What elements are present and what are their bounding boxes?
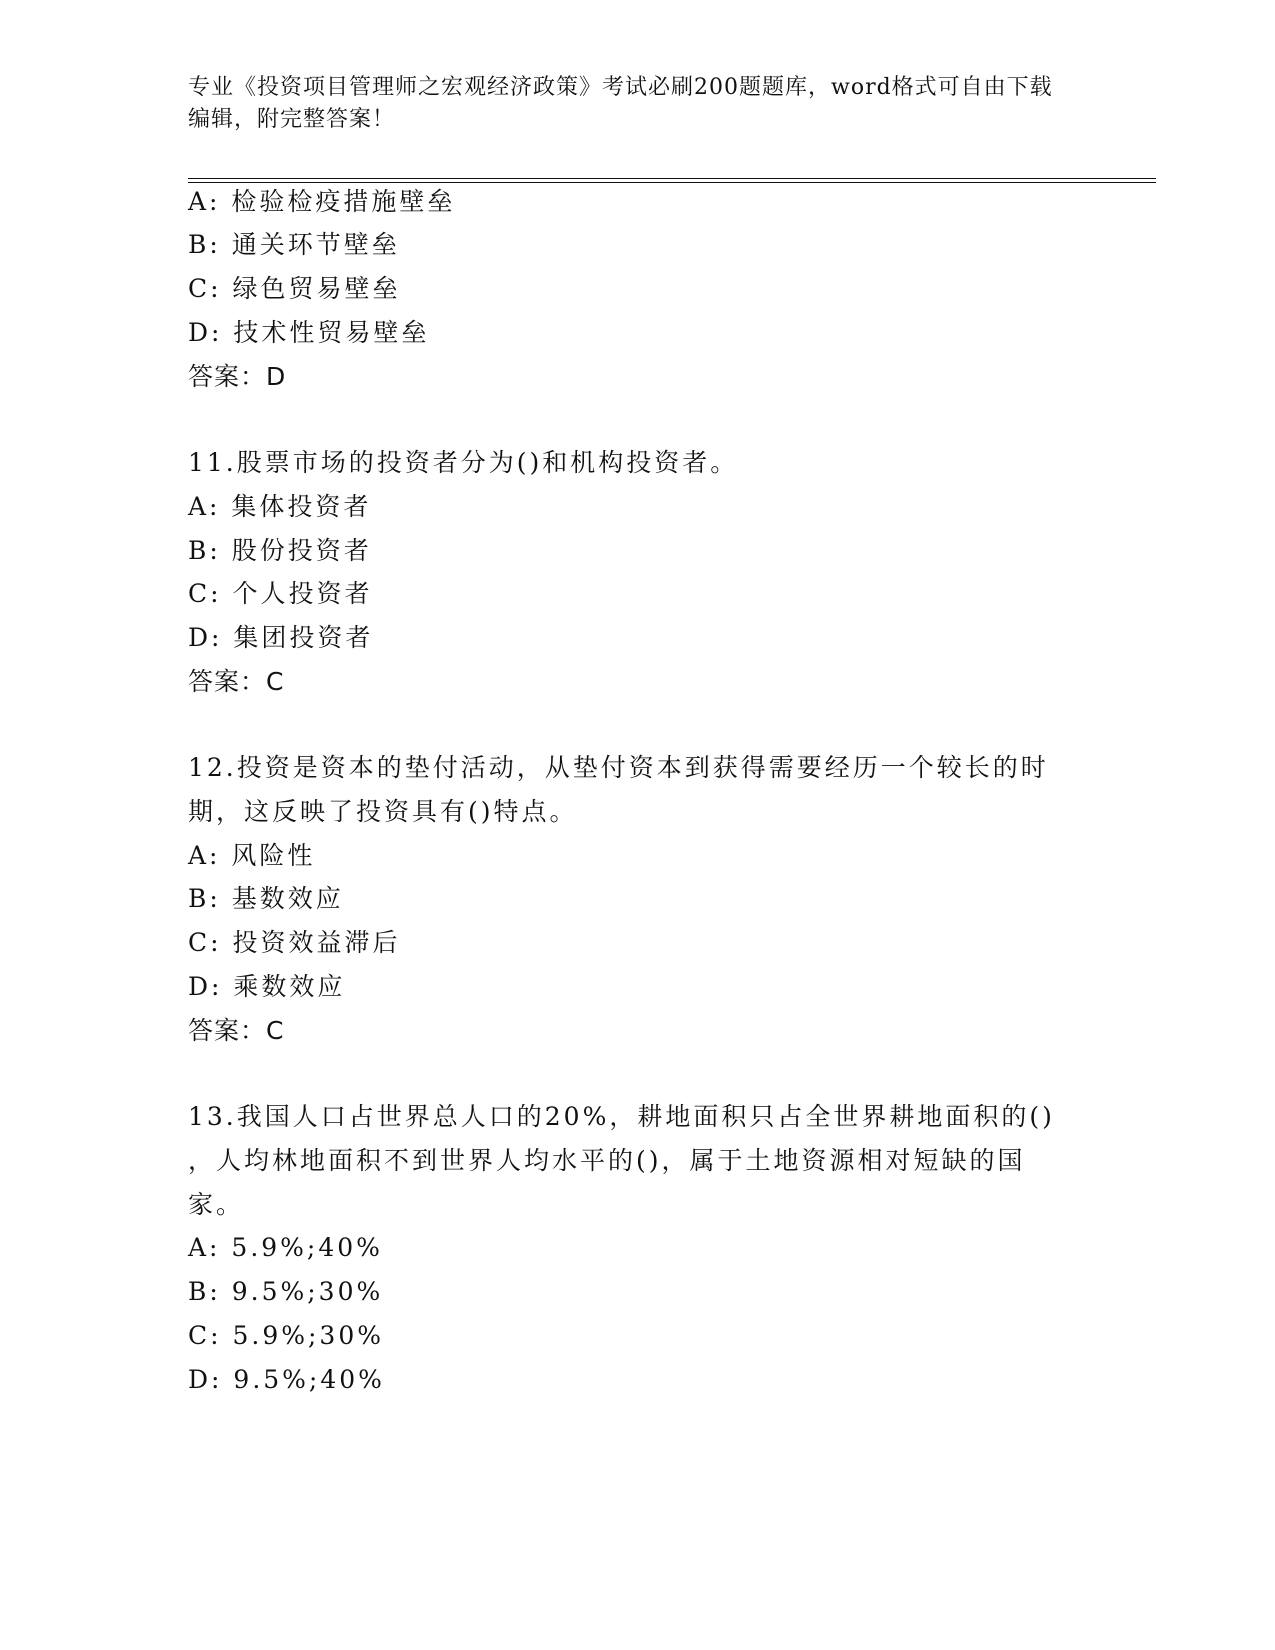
q11-answer: 答案：C bbox=[188, 667, 285, 696]
q10-answer: 答案：D bbox=[188, 362, 287, 391]
q11-stem: 11.股票市场的投资者分为()和机构投资者。 bbox=[188, 448, 739, 477]
q12-stem-line-1: 12.投资是资本的垫付活动，从垫付资本到获得需要经历一个较长的时 bbox=[188, 753, 1049, 782]
q12-option-d: D: 乘数效应 bbox=[188, 972, 346, 1001]
q12-option-c: C: 投资效益滞后 bbox=[188, 928, 401, 957]
q12-stem-line-2: 期，这反映了投资具有()特点。 bbox=[188, 797, 578, 826]
q13-option-b: B: 9.5%;30% bbox=[188, 1277, 384, 1306]
q12-option-a: A: 风险性 bbox=[188, 841, 316, 870]
header-rule-top bbox=[188, 178, 1156, 179]
q10-option-c: C: 绿色贸易壁垒 bbox=[188, 274, 401, 303]
q13-option-c: C: 5.9%;30% bbox=[188, 1321, 385, 1350]
q11-option-a: A: 集体投资者 bbox=[188, 492, 372, 521]
q12-option-b: B: 基数效应 bbox=[188, 884, 344, 913]
q13-option-a: A: 5.9%;40% bbox=[188, 1233, 383, 1262]
q13-stem-line-1: 13.我国人口占世界总人口的20%，耕地面积只占全世界耕地面积的() bbox=[188, 1102, 1055, 1131]
q13-option-d: D: 9.5%;40% bbox=[188, 1365, 385, 1394]
q11-option-b: B: 股份投资者 bbox=[188, 536, 372, 565]
q10-option-a: A: 检验检疫措施壁垒 bbox=[188, 187, 456, 216]
q10-option-d: D: 技术性贸易壁垒 bbox=[188, 318, 430, 347]
q13-stem-line-2: ，人均林地面积不到世界人均水平的()，属于土地资源相对短缺的国 bbox=[188, 1146, 1026, 1175]
q10-option-b: B: 通关环节壁垒 bbox=[188, 230, 400, 259]
q12-answer: 答案：C bbox=[188, 1016, 285, 1045]
document-header: 专业《投资项目管理师之宏观经济政策》考试必刷200题题库，word格式可自由下载编辑，附完整答案！ bbox=[188, 75, 1053, 132]
q11-option-c: C: 个人投资者 bbox=[188, 579, 373, 608]
header-rule-bottom bbox=[188, 182, 1156, 183]
q11-option-d: D: 集团投资者 bbox=[188, 623, 374, 652]
q13-stem-line-3: 家。 bbox=[188, 1190, 245, 1219]
